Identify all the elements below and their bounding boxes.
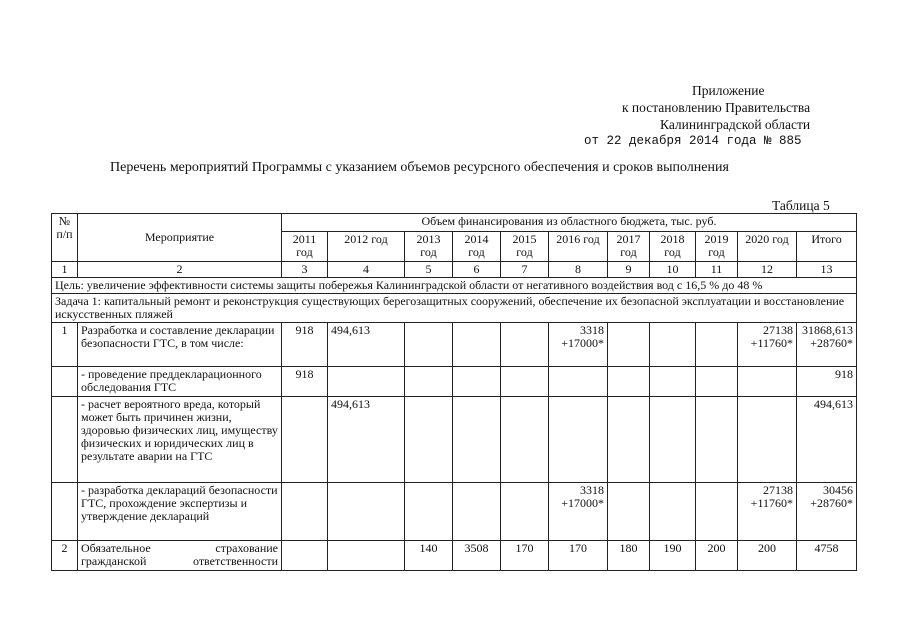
row-number bbox=[52, 397, 78, 483]
value-2016: 170 bbox=[549, 541, 608, 571]
row-number bbox=[52, 367, 78, 397]
year-header: 2015 год bbox=[501, 232, 549, 262]
year-header: 2018 год bbox=[650, 232, 696, 262]
index-cell: 9 bbox=[608, 262, 650, 278]
document-title: Перечень мероприятий Программы с указанием объемов ресурсного обеспечения и сроков выполнения bbox=[110, 160, 729, 175]
year-header: 2013 год bbox=[405, 232, 453, 262]
index-cell: 13 bbox=[797, 262, 857, 278]
index-cell: 1 bbox=[52, 262, 78, 278]
year-header: 2011 год bbox=[282, 232, 328, 262]
index-row bbox=[52, 262, 857, 278]
value-2020 bbox=[738, 397, 797, 483]
year-header: 2016 год bbox=[549, 232, 608, 262]
value-2013 bbox=[405, 367, 453, 397]
value-2012: 494,613 bbox=[328, 397, 405, 483]
header-row-top bbox=[52, 214, 857, 232]
value-2012 bbox=[328, 367, 405, 397]
value-2013: 140 bbox=[405, 541, 453, 571]
value-2017 bbox=[608, 367, 650, 397]
total-header: Итого bbox=[797, 232, 857, 262]
table-row bbox=[52, 541, 857, 571]
value-2011 bbox=[282, 541, 328, 571]
value-2015 bbox=[501, 397, 549, 483]
index-cell: 12 bbox=[738, 262, 797, 278]
value-total: 494,613 bbox=[797, 397, 857, 483]
value-2014 bbox=[453, 367, 501, 397]
value-2015 bbox=[501, 367, 549, 397]
region-name: Калининградской области bbox=[660, 117, 811, 132]
event-name: - проведение преддекларационного обследования ГТС bbox=[78, 367, 282, 397]
index-cell: 6 bbox=[453, 262, 501, 278]
row-number: 2 bbox=[52, 541, 78, 571]
value-2018 bbox=[650, 483, 696, 541]
value-2020: 27138 +11760* bbox=[738, 483, 797, 541]
value-2015 bbox=[501, 323, 549, 367]
table-label: Таблица 5 bbox=[772, 198, 830, 213]
value-2018 bbox=[650, 397, 696, 483]
value-2012: 494,613 bbox=[328, 323, 405, 367]
table-row bbox=[52, 367, 857, 397]
value-2011 bbox=[282, 397, 328, 483]
value-2020: 200 bbox=[738, 541, 797, 571]
value-2020: 27138 +11760* bbox=[738, 323, 797, 367]
task-text: Задача 1: капитальный ремонт и реконструкция существующих берегозащитных сооружений, обеспечение их безопасной эксплуатации и восстановление искусственных пляжей bbox=[52, 294, 857, 323]
value-2019 bbox=[696, 483, 738, 541]
goal-row bbox=[52, 278, 857, 294]
value-2019 bbox=[696, 397, 738, 483]
index-cell: 5 bbox=[405, 262, 453, 278]
funding-header: Объем финансирования из областного бюджета, тыс. руб. bbox=[282, 214, 857, 232]
value-2016: 3318 +17000* bbox=[549, 483, 608, 541]
year-header: 2017 год bbox=[608, 232, 650, 262]
value-2013 bbox=[405, 323, 453, 367]
index-cell: 4 bbox=[328, 262, 405, 278]
value-2015 bbox=[501, 483, 549, 541]
event-name: Обязательное страхование гражданской ответственности bbox=[78, 541, 282, 571]
value-2013 bbox=[405, 483, 453, 541]
year-header: 2019 год bbox=[696, 232, 738, 262]
value-2016: 3318 +17000* bbox=[549, 323, 608, 367]
year-header: 2020 год bbox=[738, 232, 797, 262]
col-number-header: № п/п bbox=[52, 214, 78, 262]
value-2018: 190 bbox=[650, 541, 696, 571]
year-header: 2012 год bbox=[328, 232, 405, 262]
appendix-label: Приложение bbox=[692, 83, 765, 98]
value-2017 bbox=[608, 323, 650, 367]
resolution-ref: к постановлению Правительства bbox=[622, 100, 811, 115]
table-row bbox=[52, 323, 857, 367]
value-2015: 170 bbox=[501, 541, 549, 571]
table-row bbox=[52, 483, 857, 541]
value-2017 bbox=[608, 397, 650, 483]
index-cell: 7 bbox=[501, 262, 549, 278]
value-2020 bbox=[738, 367, 797, 397]
value-total: 918 bbox=[797, 367, 857, 397]
value-2019 bbox=[696, 367, 738, 397]
value-2019 bbox=[696, 323, 738, 367]
value-2014 bbox=[453, 397, 501, 483]
value-2014 bbox=[453, 323, 501, 367]
value-total: 31868,613 +28760* bbox=[797, 323, 857, 367]
row-number bbox=[52, 483, 78, 541]
table-row bbox=[52, 397, 857, 483]
value-2016 bbox=[549, 397, 608, 483]
value-total: 30456 +28760* bbox=[797, 483, 857, 541]
value-2012 bbox=[328, 483, 405, 541]
index-cell: 11 bbox=[696, 262, 738, 278]
goal-text: Цель: увеличение эффективности системы защиты побережья Калининградской области от негативного воздействия вод с 16,5 % до 48 % bbox=[52, 278, 857, 294]
value-2017: 180 bbox=[608, 541, 650, 571]
value-2018 bbox=[650, 367, 696, 397]
task-row bbox=[52, 294, 857, 323]
value-2012 bbox=[328, 541, 405, 571]
value-2016 bbox=[549, 367, 608, 397]
value-2014: 3508 bbox=[453, 541, 501, 571]
resolution-date: от 22 декабря 2014 года № 885 bbox=[584, 134, 802, 148]
value-2017 bbox=[608, 483, 650, 541]
value-2011: 918 bbox=[282, 323, 328, 367]
col-event-header: Мероприятие bbox=[78, 214, 282, 262]
value-2019: 200 bbox=[696, 541, 738, 571]
value-2013 bbox=[405, 397, 453, 483]
index-cell: 3 bbox=[282, 262, 328, 278]
value-total: 4758 bbox=[797, 541, 857, 571]
event-name: - разработка деклараций безопасности ГТС, прохождение экспертизы и утверждение деклараций bbox=[78, 483, 282, 541]
index-cell: 8 bbox=[549, 262, 608, 278]
index-cell: 10 bbox=[650, 262, 696, 278]
index-cell: 2 bbox=[78, 262, 282, 278]
value-2011 bbox=[282, 483, 328, 541]
value-2018 bbox=[650, 323, 696, 367]
funding-table bbox=[51, 213, 857, 571]
event-name: - расчет вероятного вреда, который может быть причинен жизни, здоровью физических лиц, имуществу физических и юридических лиц в результате аварии на ГТС bbox=[78, 397, 282, 483]
year-header: 2014 год bbox=[453, 232, 501, 262]
row-number: 1 bbox=[52, 323, 78, 367]
event-name: Разработка и составление декларации безопасности ГТС, в том числе: bbox=[78, 323, 282, 367]
value-2011: 918 bbox=[282, 367, 328, 397]
value-2014 bbox=[453, 483, 501, 541]
